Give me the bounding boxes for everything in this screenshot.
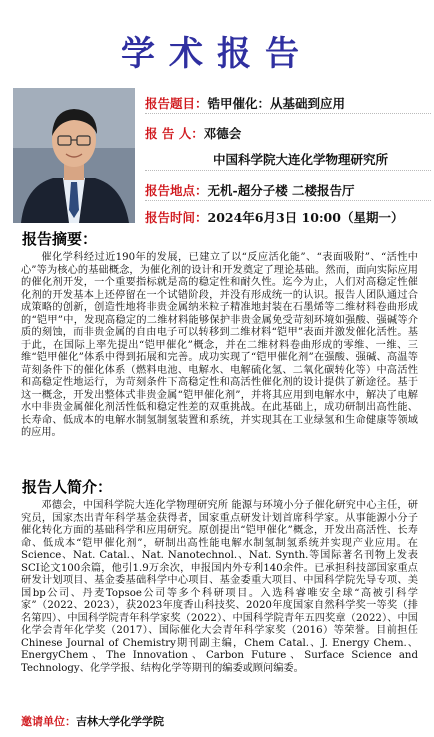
topic-label: 报告题目： <box>145 96 208 111</box>
bio-heading: 报告人简介： <box>22 478 113 496</box>
abstract-heading: 报告摘要： <box>22 230 98 248</box>
speaker-name: 邓德会 <box>203 126 242 141</box>
location-label: 报告地点： <box>145 183 208 198</box>
divider <box>145 170 431 171</box>
time-value: 2024年6月3日 10:00（星期一） <box>207 210 404 225</box>
page-title: 学术报告 <box>121 34 313 74</box>
divider <box>145 200 431 201</box>
speaker-photo <box>13 88 135 223</box>
time-label: 报告时间： <box>145 210 208 225</box>
invite-label: 邀请单位： <box>21 715 76 728</box>
time-row <box>145 208 403 226</box>
location-value: 无机-超分子楼 二楼报告厅 <box>207 183 355 198</box>
location-row <box>145 181 355 199</box>
topic-row <box>145 94 345 112</box>
bio-text: 邓德会，中国科学院大连化学物理研究所 能源与环境小分子催化研究中心主任，研究员，国家杰出青年科学基金获得者，国家重点研发计划首席科学家。从事能源小分子催化转化方面的基础科学和应用研究。原创提出“铠甲催化”概念，开发出高活性、长寿命、低成本“铠甲催化剂”，研制出高性能电解水制氢制氢系统并实现产业应用。在Science、Nat. Catal.、Nat. Nanotechnol.、Nat. Synth.等国际著名刊物上发表SCI论文100余篇，他引1.9万余次，申报国内外专利140余件。已承担科技部国家重点研发计划项目、基金委基础科学中心项目、基金委重大项目、中国科学院先导专项、美国bp公司、丹麦Topsoe公司等多个科研项目。入选科睿唯安全球“高被引科学家”（2022、2023），获2023年度香山科技奖、2020年度国家自然科学奖一等奖（排名第四）、中国科学院青年科学家奖（2022）、中国科学院青年五四奖章（2022）、中国化学会青年化学奖（2017）、国际催化大会青年科学家奖（2016）等荣誉。目前担任Chinese Journal of Chemistry期刊副主编，Chem Catal.、J. Energy Chem.、EnergyChem、The Innovation、Carbon Future、Surface Science and Technology、化学学报、结构化学等期刊的编委或顾问编委。 <box>21 500 418 674</box>
speaker-row <box>145 124 241 142</box>
topic-value: 锆甲催化：从基础到应用 <box>207 96 346 111</box>
abstract-text: 催化学科经过近190年的发展，已建立了以“反应活化能”、“表面吸附”、“活性中心”等为核心的基础概念，为催化剂的设计和开发奠定了理论基础。然而，面向实际应用的催化剂开发，一个重要指标就是高的稳定性和耐久性。迄今为止，人们对高稳定性催化剂的开发基本上还停留在一个试错阶段，并没有形成统一的认识。报告人团队通过合成策略的创新，创造性地将非贵金属纳米粒子精准地封装在石墨烯等二维材料卷曲形成的“铠甲”中，发现高稳定的二维材料能够保护非贵金属免受苛刻环境如强酸、强碱等介质的刻蚀，而非贵金属的自由电子可以转移到二维材料“铠甲”表面并激发催化活性。基于此，在国际上率先提出“铠甲催化”概念，并在二维材料卷曲形成的零维、一维、三维“铠甲催化”体系中得到拓展和完善。成功实现了“铠甲催化剂”在强酸、强碱、高温等苛刻条件下的催化体系（燃料电池、电解水、电解硫化氢、二氧化碳转化等）中高活性和高稳定性地运行，为苛刻条件下高稳定性和高活性催化剂的设计提供了新途径。基于这一概念，开发出整体式非贵金属“铠甲催化剂”，并将其应用到电解水中，解决了电解水中非贵金属催化剂活性低和稳定性差的双重挑战。在此基础上，成功研制出高性能、长寿命、低成本的电解水制氢制氢装置和系统，并实现其在工业绿氢和生命健康等领域的应用。 <box>21 252 418 438</box>
divider <box>145 113 431 114</box>
invite-value: 吉林大学化学学院 <box>76 715 164 728</box>
speaker-affiliation: 中国科学院大连化学物理研究所 <box>213 152 389 167</box>
inviting-unit <box>21 713 164 729</box>
speaker-label: 报 告 人： <box>145 126 204 141</box>
